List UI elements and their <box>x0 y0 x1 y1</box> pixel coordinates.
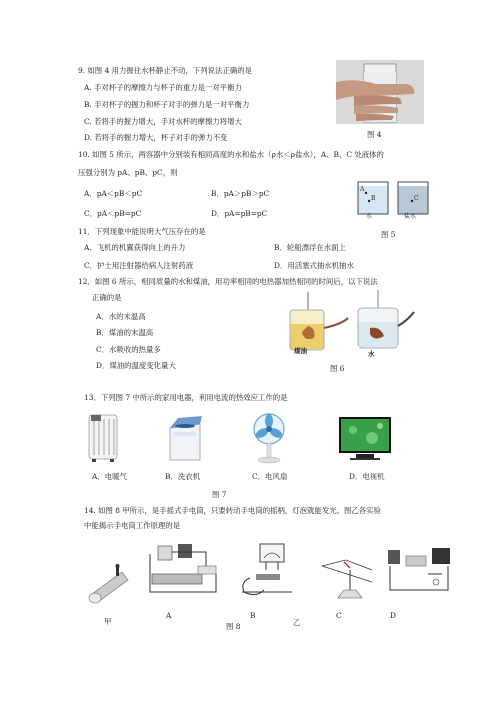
q11-option-a: A．飞机的机翼获得向上的升力 <box>84 243 186 252</box>
figure-5-label-c: C <box>414 195 419 202</box>
q10-option-c: C．pA＜pB=pC <box>84 209 142 218</box>
figure-5-label-a: A <box>360 186 365 193</box>
q14-stem-line2: 中能揭示手电筒工作原理的是 <box>84 521 181 530</box>
q10-stem-line2: 压强分别为 pA、pB、pC，则 <box>78 168 178 177</box>
q12-option-c: C．水吸收的热量多 <box>96 345 161 354</box>
figure-8-option-c-diagram <box>316 548 376 602</box>
figure-8-label-b: B <box>250 611 256 620</box>
q10-stem: 10. 如图 5 所示，两容器中分别装有相同高度的水和盐水（ρ水＜ρ盐水），A、B、C 处液体的 <box>78 150 384 159</box>
figure-8-hand-crank-flashlight <box>86 564 134 604</box>
q9-option-b: B. 手对杯子的握力和杯子对手的弹力是一对平衡力 <box>84 100 250 109</box>
q13-stem: 13．下列图 7 中所示的家用电器，利用电流的热效应工作的是 <box>84 393 288 402</box>
figure-6-label-oil: 煤油 <box>294 347 307 355</box>
q9-option-a: A. 手对杯子的摩擦力与杯子的重力是一对平衡力 <box>84 83 242 92</box>
figure-4-hand-cup <box>336 60 424 124</box>
q9-option-d: D. 若将手的握力增大，杯子对手的弹力不变 <box>84 133 228 142</box>
figure-8-option-a-diagram <box>146 540 222 600</box>
figure-5-label-b: B <box>371 195 376 202</box>
q11-option-b: B．轮船漂浮在水面上 <box>274 243 346 252</box>
figure-8-label-d: D <box>390 611 396 620</box>
figure-5-label-water: 水 <box>366 213 373 220</box>
figure-4-caption: 图 4 <box>367 130 382 139</box>
figure-7-electric-heater <box>88 413 118 463</box>
q14-stem: 14. 如图 8 甲所示，是手摇式手电筒，只要转动手电筒的摇柄，灯泡就能发光。图乙各实验 <box>84 506 381 515</box>
q10-option-b: B．pA＞pB＞pC <box>211 189 270 198</box>
figure-6-label-water: 水 <box>368 350 375 358</box>
q13-option-b: B．洗衣机 <box>165 472 200 481</box>
figure-6-caption: 图 6 <box>330 364 345 373</box>
q11-option-d: D．用活塞式抽水机抽水 <box>274 261 354 270</box>
q13-option-d: D．电视机 <box>349 472 385 481</box>
q9-stem: 9. 如图 4 用力握住水杯静止不动，下列说法正确的是 <box>78 66 253 75</box>
q12-option-d: D．煤油的温度变化量大 <box>96 361 176 370</box>
q11-stem: 11．下列现象中能说明大气压存在的是 <box>78 227 206 236</box>
figure-7-electric-fan <box>252 412 286 464</box>
q12-stem: 12．如图 6 所示，相同质量的水和煤油，用功率相同的电热器加热相同的时间后，以下说法 <box>78 277 378 286</box>
q12-stem-line2: 正确的是 <box>92 293 122 302</box>
figure-7-washing-machine <box>168 416 202 462</box>
figure-5-caption: 图 5 <box>381 230 396 239</box>
q10-option-a: A．pA＜pB＜pC <box>84 189 143 198</box>
q13-option-c: C．电风扇 <box>252 472 288 481</box>
figure-8-option-b-diagram <box>236 540 298 602</box>
q12-option-a: A．水的末温高 <box>96 312 146 321</box>
figure-8-label-a: A <box>166 611 172 620</box>
figure-8-caption: 图 8 <box>226 622 241 631</box>
figure-5-label-brine: 盐水 <box>404 213 417 220</box>
figure-7-caption: 图 7 <box>212 490 227 499</box>
figure-7-television <box>338 416 392 462</box>
figure-8-label-yi: 乙 <box>293 618 301 627</box>
q9-option-c: C. 若将手的握力增大，手对水杯的摩擦力将增大 <box>84 117 242 126</box>
figure-8-label-c: C <box>336 611 342 620</box>
figure-8-label-jia: 甲 <box>104 617 112 626</box>
q11-option-c: C．护士用注射器给病人注射药液 <box>84 261 194 270</box>
q12-option-b: B．煤油的末温高 <box>96 328 154 337</box>
figure-8-option-d-diagram <box>384 544 454 602</box>
q13-option-a: A．电暖气 <box>92 472 127 481</box>
q10-option-d: D．pA=pB=pC <box>211 209 268 218</box>
